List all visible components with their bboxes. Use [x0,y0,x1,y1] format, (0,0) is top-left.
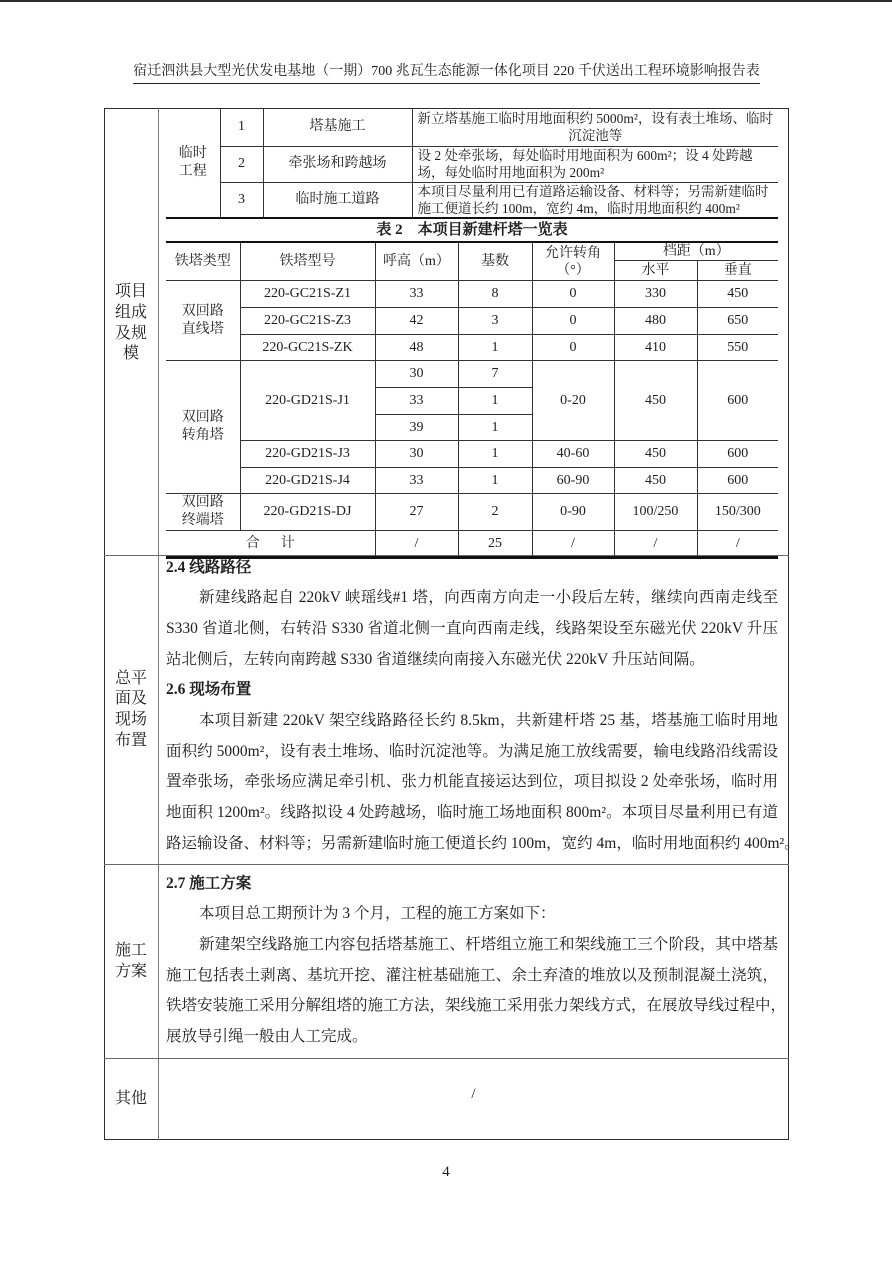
route-paragraph-line: 新建线路起自 220kV 峡瑶线#1 塔，向西南方向走一小段后左转，继续向西南走线至 [199,589,778,607]
cell-count: 1 [458,468,532,494]
cell-angle: 0 [532,335,614,361]
row-label-construction-text: 施工方案 [115,941,148,980]
cell-height: 27 [375,494,458,531]
cell-total-label: 合 计 [166,531,375,558]
cell-height: 30 [375,361,458,388]
row-label-composition-text: 项目组成及规模 [115,283,148,363]
site-paragraph-line: 置牵张场，牵张场应满足牵引机、张力机能直接运达到位，项目拟设 2 处牵张场，临时用 [166,773,778,791]
tower-table [166,241,778,559]
site-paragraph-line: 本项目新建 220kV 架空线路路径长约 8.5km，共新建杆塔 25 基，塔基施工临时用地 [199,712,778,730]
cell-span-h: 480 [614,308,697,335]
cell-model: 220-GC21S-Z3 [240,308,375,335]
temp-work-name: 临时施工道路 [263,182,412,218]
construction-paragraph-line: 展放导引绳一般由人工完成。 [166,1028,368,1046]
cell-count: 8 [458,281,532,308]
cell-height: 42 [375,308,458,335]
cell-span-h: 410 [614,335,697,361]
table-header-row [166,242,778,261]
cell-model: 220-GD21S-J4 [240,468,375,494]
cell-angle: 60-90 [532,468,614,494]
row-label-layout [104,556,158,864]
cell-count: 1 [458,415,532,441]
page-top-border [0,0,892,2]
cell-model: 220-GD21S-DJ [240,494,375,531]
site-paragraph-line: 面积约 5000m²，设有表土堆场、临时沉淀池等。为满足施工放线需要，输电线路沿线需设 [166,742,778,760]
site-heading: 2.6 现场布置 [166,681,252,699]
table-row [166,468,778,494]
cell-count: 1 [458,388,532,415]
route-paragraph-line: S330 省道北侧，右转沿 S330 省道北侧一直向西南走线，线路架设至东磁光伏 220kV 升压 [166,619,778,637]
cell-count: 3 [458,308,532,335]
cell-angle: 0 [532,308,614,335]
cell-count: 1 [458,335,532,361]
row-label-layout-text: 总平面及现场布置 [115,669,148,749]
cell-model: 220-GC21S-Z1 [240,281,375,308]
cell-tower-type: 双回路直线塔 [166,281,240,361]
cell-height: 30 [375,441,458,468]
cell-span-h: 450 [614,468,697,494]
site-paragraph-line: 路运输设备、材料等；另需新建临时施工便道长约 100m，宽约 4m，临时用地面积约 400m²。 [166,834,800,852]
temp-work-name: 塔基施工 [263,109,412,146]
cell-count: 7 [458,361,532,388]
cell-height: 33 [375,468,458,494]
temp-work-no: 1 [220,109,263,146]
cell-angle: 0-20 [532,361,614,441]
cell-total-span-v: / [697,531,778,558]
cell-height: 33 [375,281,458,308]
cell-height: 39 [375,415,458,441]
header-underline [133,83,760,84]
document-header-title: 宿迁泗洪县大型光伏发电基地（一期）700 兆瓦生态能源一体化项目 220 千伏送出工程环境影响报告表 [133,64,760,79]
temp-works-group-label: 临时工程 [166,109,220,218]
construction-paragraph-line: 铁塔安装施工采用分解组塔的施工方法，架线施工采用张力架线方式，在展放导线过程中， [166,997,787,1015]
row-divider-other [104,1058,789,1059]
cell-model: 220-GC21S-ZK [240,335,375,361]
cell-angle: 0 [532,281,614,308]
temp-work-desc: 新立塔基施工临时用地面积约 5000m²，设有表土堆场、临时沉淀池等 [412,109,778,146]
header-allowed-angle: 允许转角（°） [532,242,614,281]
cell-span-h: 450 [614,441,697,468]
construction-heading: 2.7 施工方案 [166,874,252,892]
page-number: 4 [442,1164,450,1180]
cell-span-v: 600 [697,441,778,468]
tower-table-caption: 表 2 本项目新建杆塔一览表 [376,222,568,238]
cell-count: 2 [458,494,532,531]
cell-angle: 0-90 [532,494,614,531]
construction-section-text [166,869,787,1053]
route-heading: 2.4 线路路径 [166,558,252,576]
table-row [166,441,778,468]
cell-span-h: 450 [614,361,697,441]
table-row [166,494,778,531]
table-row [166,109,778,146]
cell-total-angle: / [532,531,614,558]
cell-span-h: 100/250 [614,494,697,531]
header-span-horizontal: 水平 [614,261,697,281]
temp-work-no: 3 [220,182,263,218]
row-label-construction [104,865,158,1058]
site-paragraph-line: 地面积 1200m²。线路拟设 4 处跨越场，临时施工场地面积 800m²。本项目尽量利用已有道 [166,804,778,822]
label-column-divider [158,108,159,1140]
cell-tower-type: 双回路终端塔 [166,494,240,531]
cell-span-v: 600 [697,361,778,441]
table-row [166,182,778,218]
header-span-vertical: 垂直 [697,261,778,281]
cell-height: 48 [375,335,458,361]
construction-paragraph-line: 新建架空线路施工内容包括塔基施工、杆塔组立施工和架线施工三个阶段，其中塔基 [199,936,778,954]
header-tower-type: 铁塔类型 [166,242,240,281]
table-row [166,146,778,182]
table-row [166,281,778,308]
cell-total-span-h: / [614,531,697,558]
temp-work-desc: 设 2 处牵张场，每处临时用地面积为 600m²；设 4 处跨越场，每处临时用地面积为 200m² [412,146,778,182]
header-count: 基数 [458,242,532,281]
header-tower-model: 铁塔型号 [240,242,375,281]
cell-span-v: 450 [697,281,778,308]
header-nominal-height: 呼高（m） [375,242,458,281]
layout-section-text [166,553,800,860]
cell-span-v: 600 [697,468,778,494]
cell-angle: 40-60 [532,441,614,468]
table-row [166,308,778,335]
cell-height: 33 [375,388,458,415]
row-divider-construction [104,864,789,865]
cell-model: 220-GD21S-J1 [240,361,375,441]
temporary-works-table [166,109,778,219]
table-row [166,361,778,388]
cell-span-h: 330 [614,281,697,308]
temp-work-name: 牵张场和跨越场 [263,146,412,182]
row-label-composition [104,108,158,555]
cell-total-count: 25 [458,531,532,558]
cell-span-v: 550 [697,335,778,361]
cell-model: 220-GD21S-J3 [240,441,375,468]
route-paragraph-line: 站北侧后，左转向南跨越 S330 省道继续向南接入东磁光伏 220kV 升压站间隔。 [166,650,705,668]
cell-count: 1 [458,441,532,468]
temp-work-no: 2 [220,146,263,182]
construction-paragraph-line: 施工包括表土剥离、基坑开挖、灌注桩基础施工、余土弃渣的堆放以及预制混凝土浇筑， [166,966,778,984]
row-label-other-text: 其他 [115,1090,148,1108]
other-value: / [471,1086,476,1102]
cell-span-v: 150/300 [697,494,778,531]
cell-span-v: 650 [697,308,778,335]
cell-tower-type: 双回路转角塔 [166,361,240,494]
header-span: 档距（m） [614,242,778,261]
row-label-other [104,1059,158,1140]
temp-work-desc: 本项目尽量利用已有道路运输设备、材料等；另需新建临时施工便道长约 100m，宽约 4m，临时用地面积约 400m² [412,182,778,218]
cell-total-height: / [375,531,458,558]
table-row [166,335,778,361]
construction-intro: 本项目总工期预计为 3 个月，工程的施工方案如下： [199,905,556,923]
